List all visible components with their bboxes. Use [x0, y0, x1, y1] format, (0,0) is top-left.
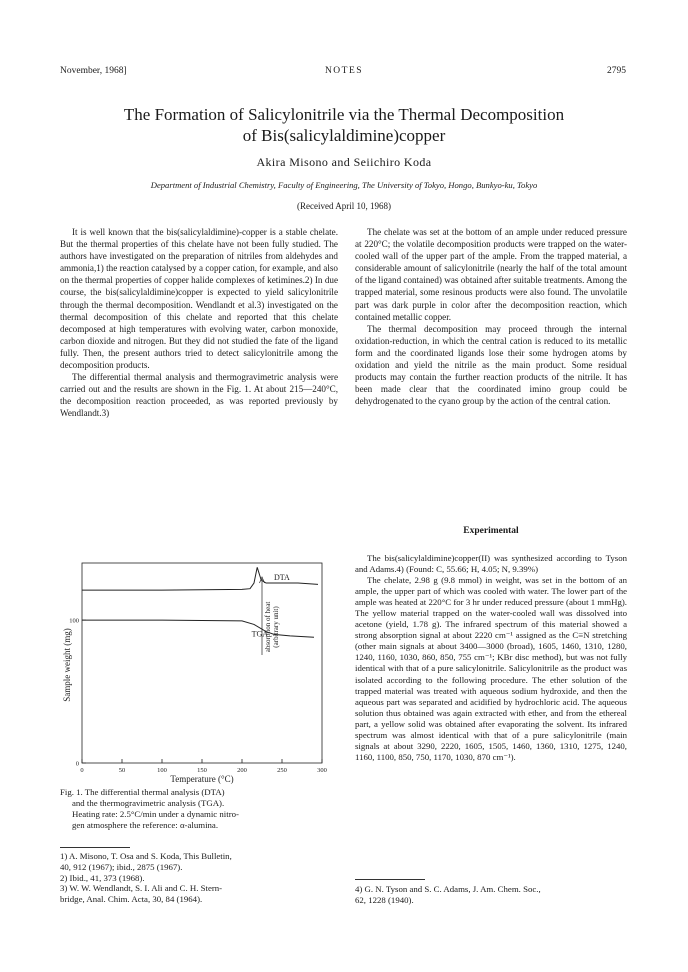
paragraph: It is well known that the bis(salicylaldimine)-copper is a stable chelate. But the thermal properties of this chelate have not been fully studied. The authors have investigated on the preparation of nitriles from aldehydes and ammonia,1) the reaction catalysed by a copper cation, for example, and also on the thermal properties of copper halide complexes of ketimines.2) In due course, the bis(salicylaldimine)copper is expected to yield salicylonitrile through the thermal decomposition. Wendlandt et al.3) investigated on the thermal decomposition of this chelate and reported that this chelate decomposed at high temperatures with evolving water, carbon monoxide, carbon dioxide and nitrogen. But they did not studied the fate of the ligand fully. Then, the present authors tried to detect salicylonitrile among the decomposition products.	[60, 227, 338, 371]
caption-line: and the thermogravimetric analysis (TGA).	[72, 798, 225, 808]
figure-1	[60, 555, 340, 785]
figure-caption	[60, 787, 336, 831]
received-date: (Received April 10, 1968)	[297, 201, 391, 211]
footnote-1: 1) A. Misono, T. Osa and S. Koda, This Bulletin,	[60, 851, 232, 861]
experimental-text	[355, 553, 627, 763]
footnote-1-cont: 40, 912 (1967); ibid., 2875 (1967).	[60, 861, 183, 872]
running-header-section: NOTES	[324, 66, 364, 76]
footnote-3-cont: bridge, Anal. Chim. Acta, 30, 84 (1964).	[60, 894, 203, 905]
title-line-1: The Formation of Salicylonitrile via the Thermal Decomposition	[123, 105, 565, 124]
caption-line: gen atmosphere the reference: α-alumina.	[72, 820, 219, 830]
x-tick-label: 0	[80, 767, 84, 774]
paragraph: The thermal decomposition may proceed through the internal oxidation-reduction, in which the central cation is reduced to its metallic form and the coordinated ligands lose their some hydrogen atoms by oxidation and yield the nitrile as the main product. Some residual products may contain the further reaction products of the nitrile. It has been made clear that the coordinated imino group could be dehydrogenated to the cyano group by the action of the central cation.	[355, 323, 627, 407]
dta-tga-chart	[60, 555, 340, 785]
caption-line: Fig. 1. The differential thermal analysis (DTA)	[60, 787, 225, 797]
paragraph: The differential thermal analysis and thermogravimetric analysis were carried out and the results are shown in the Fig. 1. At about 215—240°C, the decomposition reaction proceeded, as was reported previously by Wendlandt.3)	[60, 372, 338, 419]
x-tick-label: 50	[118, 767, 126, 774]
caption-line: Heating rate: 2.5°C/min under a dynamic nitro-	[72, 809, 239, 819]
footnote-rule-right	[355, 879, 425, 880]
title-line-2: of Bis(salicylaldimine)copper	[242, 126, 446, 145]
footnote-3: 3) W. W. Wendlandt, S. I. Ali and C. H. Stern-	[60, 883, 223, 894]
y-axis-label: Sample weight (mg)	[62, 628, 72, 702]
article-title	[60, 104, 628, 146]
footnote-4: 4) G. N. Tyson and S. C. Adams, J. Am. Chem. Soc.,	[355, 884, 541, 894]
tga-series-label: TGA	[251, 629, 269, 639]
paragraph: The bis(salicylaldimine)copper(II) was synthesized according to Tyson and Adams.4) (Found: C, 55.66; H, 4.05; N, 9.39%)	[355, 553, 627, 575]
plot-frame	[82, 563, 322, 763]
x-tick-label: 250	[277, 767, 287, 774]
footnotes-right	[355, 884, 627, 906]
left-column-text	[60, 226, 338, 420]
x-tick-label: 100	[157, 767, 167, 774]
heat-axis-label-2: (arbitrary unit)	[272, 606, 280, 648]
footnote-4-cont: 62, 1228 (1940).	[355, 894, 414, 905]
paragraph: The chelate was set at the bottom of an ample under reduced pressure at 220°C; the volatile decomposition products were trapped on the water-cooled wall of the upper part of the ample. From the trapped material, a considerable amount of salicylonitrile (nearly the half of the total amount of the ligand contained) was obtained after suitable treatments. Among the trapped material, some resinous products were also found. The unvolatile part was dark purple in color after the decomposition reaction, which contained metallic copper.	[355, 227, 627, 322]
running-header-date: November, 1968]	[60, 66, 127, 76]
section-heading-experimental: Experimental	[463, 526, 519, 536]
footnote-2: 2) Ibid., 41, 373 (1968).	[60, 872, 145, 883]
paragraph: The chelate, 2.98 g (9.8 mmol) in weight, was set in the bottom of an ample, the upper part of which was cooled with water. The lower part of the ample was heated at 220°C for 3 hr under reduced pressure (about 1 mmHg). The yellow material trapped on the water-cooled wall was dissolved into acetone (yield, 1.78 g). The infrared spectrum of this material showed a strong absorption signal at about 2220 cm⁻¹ assigned as the C≡N stretching (other main signals at about 3400—3000 (broad), 1605, 1460, 1310, 1280, 1240, 1160, 1030, 860, 850, 755 cm⁻¹; KBr disc method), but was not fully identical with that of a pure salicylonitrile. Salicylonitrile as the product was isolated according to the following procedure. The ether solution of the trapped material was treated with aqueous sodium hydroxide, and then the aqueous part was separated and acidified by hydrochloric acid. The aqueous solution thus obtained was again extracted with ether, and from the ethereal part, a yellow solid was obtained after evaporating the solvent. Its infrared spectrum was almost identical with that of a pure salicylonitrile (main signals at about 3290, 2220, 1605, 1505, 1460, 1360, 1310, 1275, 1240, 1160, 1100, 850, 750, 1170, 1030, 870 cm⁻¹).	[355, 575, 627, 762]
affiliation: Department of Industrial Chemistry, Faculty of Engineering, The University of Tokyo, Hongo, Bunkyo-ku, Tokyo	[150, 180, 538, 190]
x-tick-label: 150	[197, 767, 207, 774]
x-axis-label: Temperature (°C)	[170, 774, 234, 784]
y-tick-label: 100	[69, 617, 79, 625]
dta-series-label: DTA	[274, 573, 290, 582]
y-tick-label: 0	[75, 760, 79, 768]
footnote-rule-left	[60, 847, 130, 848]
authors: Akira Misono and Seiichiro Koda	[256, 155, 432, 169]
x-tick-label: 300	[317, 767, 327, 774]
heat-axis-label-1: absorption of heat	[264, 601, 272, 653]
right-column-text	[355, 226, 627, 407]
footnotes-left	[60, 851, 340, 905]
x-tick-label: 200	[237, 767, 247, 774]
page-number: 2795	[607, 66, 626, 76]
